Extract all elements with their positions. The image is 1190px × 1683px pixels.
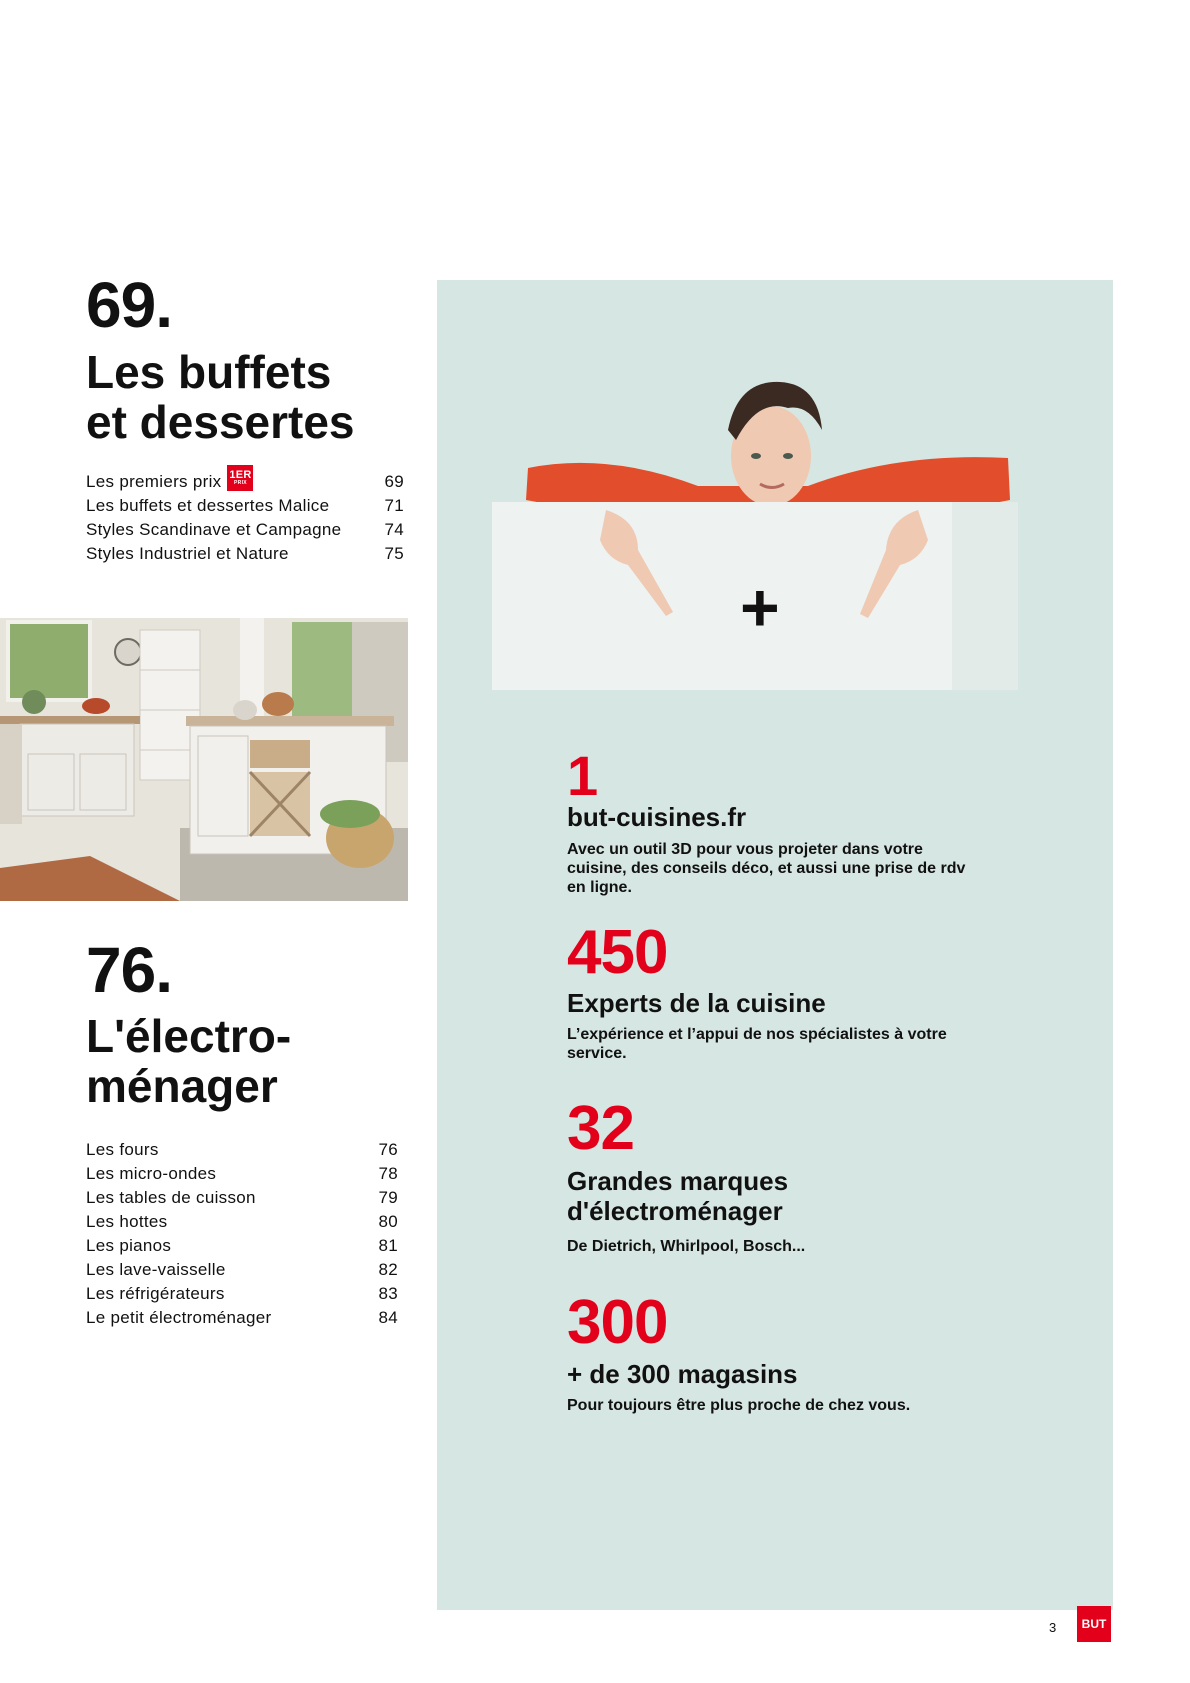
toc-item-label: Les fours <box>86 1140 159 1159</box>
toc-item-label: Styles Scandinave et Campagne <box>86 520 342 539</box>
section-number-electro: 76. <box>86 934 172 1006</box>
toc-item-label: Les buffets et dessertes Malice <box>86 496 330 515</box>
toc-item[interactable] <box>86 1210 398 1234</box>
stat-title-line: d'électroménager <box>567 1196 783 1226</box>
stat-title: Experts de la cuisine <box>567 988 826 1018</box>
toc-item-page: 80 <box>378 1212 398 1231</box>
toc-item-label: Les réfrigérateurs <box>86 1284 225 1303</box>
toc-item-label: Styles Industriel et Nature <box>86 544 289 563</box>
section-title-line: ménager <box>86 1060 278 1112</box>
stat-title-line: Grandes marques <box>567 1166 789 1196</box>
toc-item-label: Les lave-vaisselle <box>86 1260 226 1279</box>
toc-item-label: Les hottes <box>86 1212 168 1231</box>
section-title-electro <box>86 1011 291 1111</box>
toc-item[interactable] <box>86 1306 398 1330</box>
section-number-buffets: 69. <box>86 269 172 341</box>
stat-number: 300 <box>567 1288 668 1357</box>
toc-item[interactable] <box>86 518 404 542</box>
toc-item-page: 84 <box>378 1308 398 1327</box>
stat-title: but-cuisines.fr <box>567 802 747 832</box>
toc-item[interactable] <box>86 1162 398 1186</box>
stat-number: 1 <box>567 744 598 807</box>
stat-description: L’expérience et l’appui de nos spécialistes à votre service. <box>567 1026 947 1062</box>
toc-electro <box>86 1138 398 1330</box>
toc-buffets <box>86 470 404 566</box>
stat-description: Pour toujours être plus proche de chez vous. <box>567 1397 911 1414</box>
section-title-line: L'électro- <box>86 1010 292 1062</box>
toc-item[interactable] <box>86 542 404 566</box>
toc-item-page: 71 <box>384 496 404 515</box>
toc-item-label: Les pianos <box>86 1236 172 1255</box>
toc-item-label: Les premiers prix <box>86 472 222 491</box>
toc-item[interactable] <box>86 1234 398 1258</box>
stat-number: 450 <box>567 918 668 987</box>
toc-item-page: 75 <box>384 544 404 563</box>
toc-item[interactable] <box>86 470 404 494</box>
stat-title <box>567 1166 788 1226</box>
toc-item[interactable] <box>86 1282 398 1306</box>
toc-item[interactable] <box>86 1258 398 1282</box>
section-title-line: Les buffets <box>86 346 332 398</box>
stat-number: 32 <box>567 1094 634 1163</box>
toc-item-page: 79 <box>378 1188 398 1207</box>
toc-item-page: 76 <box>378 1140 398 1159</box>
but-logo: BUT <box>1077 1606 1111 1642</box>
toc-item-page: 74 <box>384 520 404 539</box>
plus-sign: + <box>740 570 780 646</box>
toc-item-page: 78 <box>378 1164 398 1183</box>
toc-item[interactable] <box>86 1138 398 1162</box>
stat-title: + de 300 magasins <box>567 1359 798 1389</box>
section-title-buffets <box>86 347 355 447</box>
stat-description: Avec un outil 3D pour vous projeter dans votre cuisine, des conseils déco, et aussi une prise de rdv en ligne. <box>567 841 966 896</box>
toc-item-page: 82 <box>378 1260 398 1279</box>
toc-item-page: 81 <box>378 1236 398 1255</box>
toc-item[interactable] <box>86 1186 398 1210</box>
toc-item-page: 69 <box>384 472 404 491</box>
toc-item-label: Les tables de cuisson <box>86 1188 256 1207</box>
stat-description: De Dietrich, Whirlpool, Bosch... <box>567 1238 806 1255</box>
toc-item-label: Les micro-ondes <box>86 1164 217 1183</box>
page-number: 3 <box>1049 1620 1057 1635</box>
toc-item[interactable] <box>86 494 404 518</box>
section-title-line: et dessertes <box>86 396 355 448</box>
toc-item-label: Le petit électroménager <box>86 1308 272 1327</box>
toc-item-page: 83 <box>378 1284 398 1303</box>
premier-prix-badge: 1ER PRIX <box>227 465 253 491</box>
kitchen-photo <box>0 618 408 901</box>
